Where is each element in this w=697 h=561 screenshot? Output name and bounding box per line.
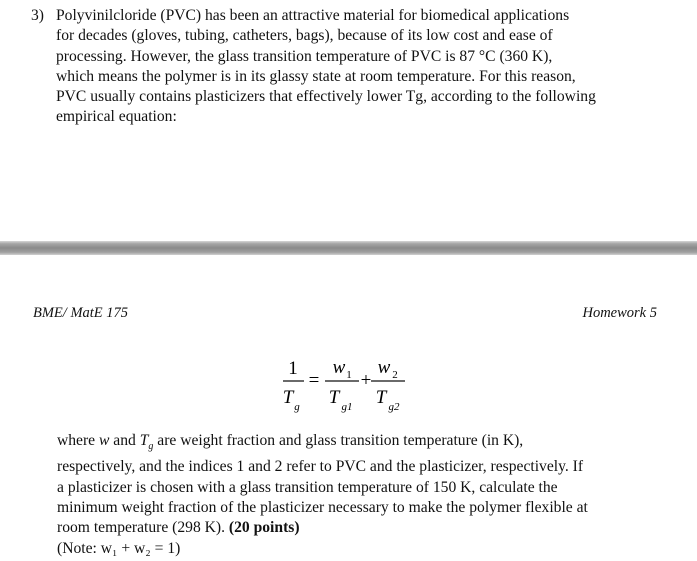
lhs-numerator: 1 bbox=[288, 358, 298, 379]
line1-pre: where bbox=[57, 432, 99, 449]
tg-equation bbox=[0, 347, 697, 422]
tg-variable-sub: g bbox=[148, 441, 154, 453]
term2-numerator: w bbox=[377, 357, 391, 378]
term2-numerator-sub: 2 bbox=[392, 369, 398, 381]
problem-number: 3) bbox=[31, 7, 44, 24]
lhs-denominator: T bbox=[282, 387, 294, 408]
term1-denominator-sub: g1 bbox=[341, 401, 353, 413]
term2-denominator-sub: g2 bbox=[388, 401, 400, 413]
course-header: BME/ MatE 175 bbox=[33, 305, 129, 321]
w-variable: w bbox=[99, 432, 110, 449]
lhs-denominator-sub: g bbox=[294, 401, 300, 413]
explanation-text bbox=[57, 431, 677, 559]
line1-post: are weight fraction and glass transition temperature (in K), bbox=[153, 432, 524, 449]
explanation-rest: respectively, and the indices 1 and 2 refer to PVC and the plasticizer, respectively. If a plasticizer is chosen with a glass transition temperature of 150 K, calculate the minimum weight fraction of the plasticizer necessary to make the polymer flexible at room temperature (298 K). bbox=[57, 458, 588, 537]
line1-mid: and bbox=[109, 432, 140, 449]
term1-denominator: T bbox=[328, 387, 340, 408]
homework-header: Homework 5 bbox=[582, 305, 657, 321]
equals-sign: = bbox=[308, 370, 320, 391]
tg-variable: T bbox=[139, 432, 149, 449]
note-text: (Note: w₁ + w₂ = 1) bbox=[57, 539, 181, 557]
term1-numerator-sub: 1 bbox=[346, 369, 352, 381]
problem-text: Polyvinilcloride (PVC) has been an attractive material for biomedical applications for decades (gloves, tubing, catheters, bags), because of its low cost and ease of processing. However, the glass transition temperature of PVC is 87 °C (360 K), which means the polymer is in its glassy state at room temperature. For this reason, PVC usually contains plasticizers that effectively lower Tg, according to the following empirical equation: bbox=[56, 7, 596, 126]
points-label: (20 points) bbox=[228, 519, 300, 537]
plus-sign: + bbox=[360, 370, 372, 391]
problem-3 bbox=[31, 6, 671, 128]
page-separator bbox=[0, 241, 697, 255]
term2-denominator: T bbox=[375, 387, 387, 408]
term1-numerator: w bbox=[332, 357, 346, 378]
